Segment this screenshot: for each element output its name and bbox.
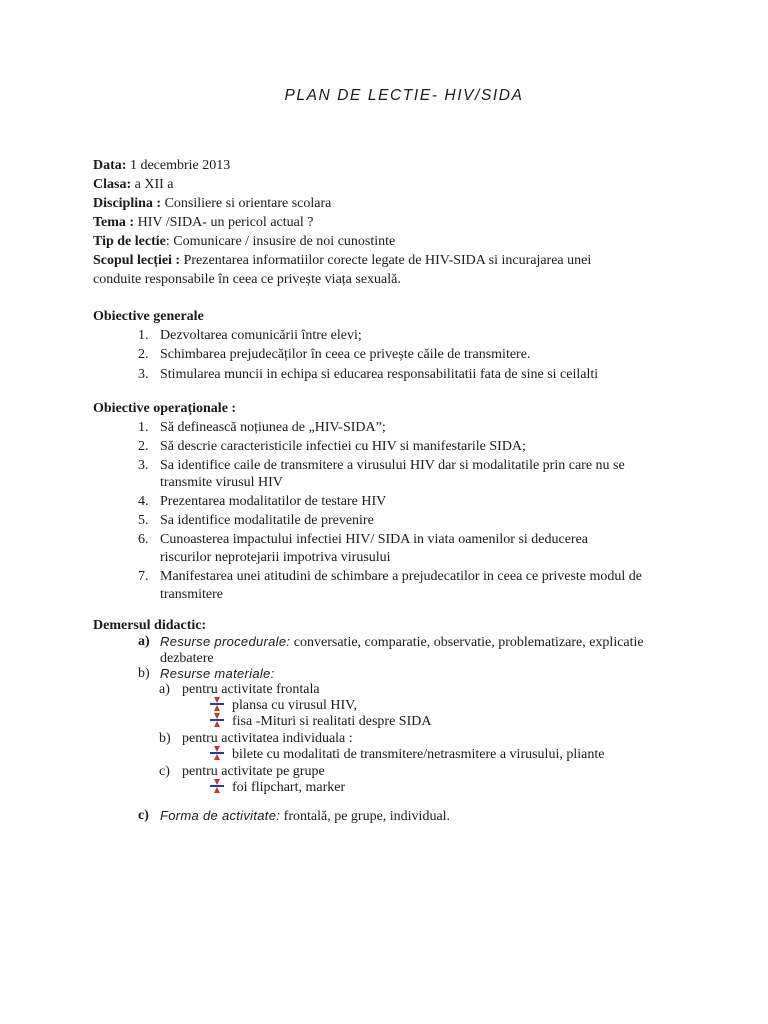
resurse-procedurale-text: conversatie, comparatie, observatie, problematizare, explicatie [290, 635, 644, 650]
bullet-item [210, 697, 224, 714]
meta-clasa [93, 176, 174, 193]
list-item-cont: riscurilor neprotejarii impotriva virusului [160, 550, 391, 565]
list-item-num: 1. [138, 420, 149, 435]
scop-label: Scopul lecției : [93, 253, 181, 268]
clasa-value: a XII a [131, 177, 174, 192]
arrow-bullet-icon [210, 713, 224, 727]
forma-activitate-label: Forma de activitate: [160, 808, 281, 823]
tema-value: HIV /SIDA- un pericol actual ? [134, 215, 314, 230]
demersul-c-marker: c) [138, 808, 149, 823]
list-item-num: 7. [138, 569, 149, 584]
arrow-bullet-icon [210, 746, 224, 760]
bullet-item-text: fisa -Mituri si realitati despre SIDA [232, 714, 432, 729]
scop-value: Prezentarea informatiilor corecte legate de HIV-SIDA si incurajarea unei [180, 253, 592, 268]
demersul-a-cont: dezbatere [160, 651, 214, 666]
demersul-heading: Demersul didactic: [93, 618, 207, 633]
list-item-num: 6. [138, 532, 149, 547]
sub-a-marker: a) [159, 682, 170, 697]
bullet-item-text: foi flipchart, marker [232, 780, 346, 795]
clasa-label: Clasa: [93, 177, 132, 192]
list-item-num: 2. [138, 347, 149, 362]
list-item: Manifestarea unei atitudini de schimbare a prejudecatilor in ceea ce priveste modul de [160, 569, 643, 584]
list-item: Stimularea muncii in echipa si educarea responsabilitatii fata de sine si ceilalti [160, 367, 599, 382]
demersul-a-line [160, 633, 644, 651]
list-item: Schimbarea prejudecăților în ceea ce privește căile de transmitere. [160, 347, 531, 362]
meta-tema [93, 214, 313, 231]
list-item: Cunoasterea impactului infectiei HIV/ SIDA in viata oamenilor si deducerea [160, 532, 589, 547]
bullet-item [210, 779, 224, 796]
bullet-item-text: bilete cu modalitati de transmitere/netrasmitere a virusului, pliante [232, 747, 605, 762]
demersul-b-marker: b) [138, 666, 150, 681]
list-item-num: 2. [138, 439, 149, 454]
list-item: Prezentarea modalitatilor de testare HIV [160, 494, 387, 509]
list-item-num: 1. [138, 328, 149, 343]
sub-b-marker: b) [159, 731, 171, 746]
resurse-materiale-label: Resurse materiale: [160, 666, 275, 681]
resurse-procedurale-label: Resurse procedurale: [160, 634, 291, 649]
list-item-num: 3. [138, 458, 149, 473]
sub-b-text: pentru activitatea individuala : [182, 731, 353, 746]
list-item-cont: transmite virusul HIV [160, 475, 283, 490]
obiective-operationale-heading: Obiective operaționale : [93, 401, 237, 416]
arrow-bullet-icon [210, 779, 224, 793]
page-title: PLAN DE LECTIE- HIV/SIDA [284, 87, 524, 104]
meta-tip [93, 233, 395, 250]
forma-activitate-text: frontală, pe grupe, individual. [280, 809, 451, 824]
list-item-num: 3. [138, 367, 149, 382]
data-value: 1 decembrie 2013 [126, 158, 231, 173]
arrow-bullet-icon [210, 697, 224, 711]
bullet-item [210, 713, 224, 730]
bullet-item [210, 746, 224, 763]
tip-label: Tip de lectie [93, 234, 166, 249]
list-item: Să definească noțiunea de „HIV-SIDA”; [160, 420, 386, 435]
meta-scop [93, 252, 591, 269]
list-item-num: 4. [138, 494, 149, 509]
sub-c-marker: c) [159, 764, 170, 779]
list-item-cont: transmitere [160, 587, 223, 602]
demersul-c-line [160, 807, 450, 825]
list-item-num: 5. [138, 513, 149, 528]
demersul-a-marker: a) [138, 634, 150, 649]
tema-label: Tema : [93, 215, 135, 230]
data-label: Data: [93, 158, 127, 173]
list-item: Sa identifice modalitatile de prevenire [160, 513, 374, 528]
list-item: Să descrie caracteristicile infectiei cu HIV si manifestarile SIDA; [160, 439, 526, 454]
meta-data [93, 157, 230, 174]
obiective-generale-heading: Obiective generale [93, 309, 204, 324]
sub-a-text: pentru activitate frontala [182, 682, 320, 697]
meta-disciplina [93, 195, 331, 212]
tip-value: : Comunicare / insusire de noi cunostinte [165, 234, 396, 249]
bullet-item-text: plansa cu virusul HIV, [232, 698, 357, 713]
disciplina-value: Consiliere si orientare scolara [161, 196, 332, 211]
list-item: Dezvoltarea comunicării între elevi; [160, 328, 362, 343]
list-item: Sa identifice caile de transmitere a virusului HIV dar si modalitatile prin care nu se [160, 458, 625, 473]
meta-scop-cont: conduite responsabile în ceea ce privește viața sexuală. [93, 272, 401, 287]
sub-c-text: pentru activitate pe grupe [182, 764, 325, 779]
disciplina-label: Disciplina : [93, 196, 162, 211]
